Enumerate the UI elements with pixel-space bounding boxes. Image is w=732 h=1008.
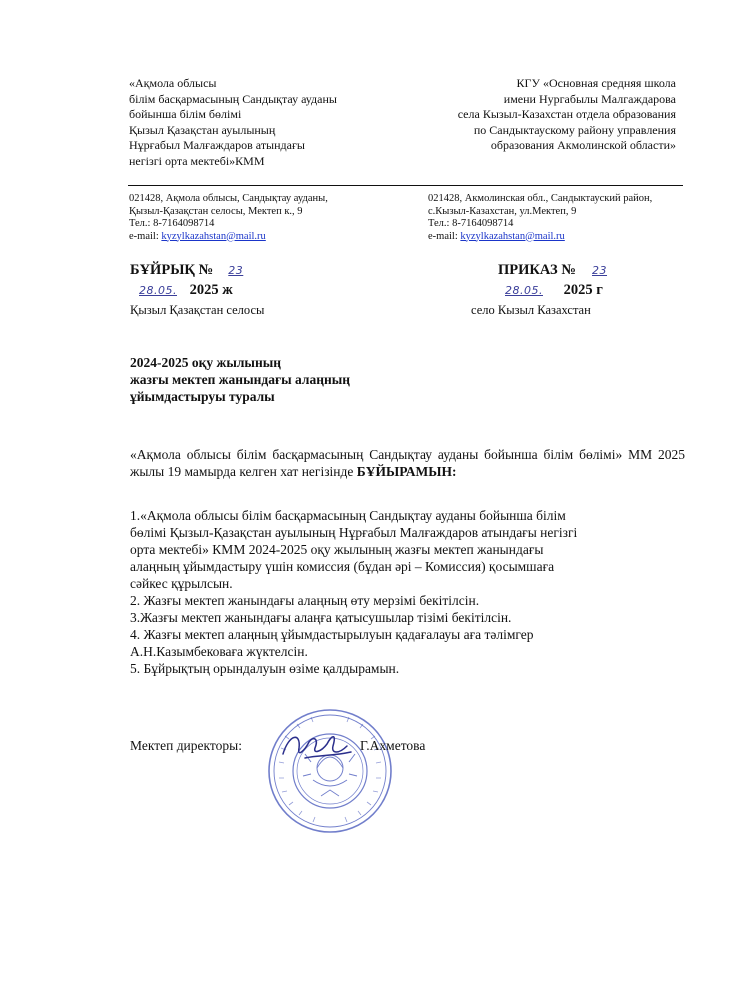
order-ru-year: 2025 г: [563, 282, 603, 298]
order-kz-date-hand: 28.05.: [139, 284, 177, 297]
address-line: Қызыл-Қазақстан селосы, Мектеп к., 9: [129, 205, 303, 217]
email-line: [428, 231, 652, 244]
contacts-russian: [428, 193, 652, 243]
order-ru-place: село Кызыл Казахстан: [471, 303, 591, 317]
header-right-line: имени Нургабылы Малгаждарова: [503, 91, 676, 106]
email-line: [129, 231, 328, 244]
order-kz-label: БҰЙРЫҚ №: [130, 262, 214, 278]
item-line: А.Н.Казымбековаға жүктелсін.: [130, 644, 308, 659]
contacts-kazakh: [129, 193, 328, 243]
item-line: орта мектебі» КММ 2024-2025 оқу жылының жазғы мектеп жанындағы: [130, 542, 544, 557]
item-line: бөлімі Қызыл-Қазақстан ауылының Нұрғабыл Малғаждаров атындағы негізгі: [130, 525, 578, 540]
header-divider: [128, 185, 683, 186]
header-left-line: білім басқармасының Сандықтау ауданы: [129, 91, 337, 106]
intro-paragraph: [130, 446, 685, 480]
title-line: 2024-2025 оқу жылының: [130, 355, 282, 370]
header-right-line: КГУ «Основная средняя школа: [516, 76, 676, 90]
order-kz-date: [130, 282, 233, 299]
order-ru-date: [488, 282, 603, 299]
order-kz-place: Қызыл Қазақстан селосы: [130, 303, 265, 317]
address-line: с.Кызыл-Казахстан, ул.Мектеп, 9: [428, 205, 577, 217]
header-kazakh: [129, 76, 337, 169]
email-link[interactable]: kyzylkazahstan@mail.ru: [460, 230, 565, 242]
header-russian: [458, 76, 676, 154]
header-left-line: «Ақмола облысы: [129, 76, 217, 90]
signature-name: Г.Ахметова: [360, 738, 426, 753]
phone-line: Тел.: 8-7164098714: [129, 218, 215, 229]
address-line: 021428, Ақмола облысы, Сандықтау ауданы,: [129, 193, 328, 204]
order-kz-heading: [130, 262, 255, 279]
signature-block: [130, 738, 242, 754]
order-ru-heading: [498, 262, 620, 279]
title-line: жазғы мектеп жанындағы алаңның: [130, 372, 351, 387]
order-ru-date-hand: 28.05.: [505, 284, 543, 297]
header-right-line: села Кызыл-Казахстан отдела образования: [457, 107, 676, 121]
header-left-line: Нұрғабыл Малғаждаров атындағы: [129, 138, 305, 152]
address-line: 021428, Акмолинская обл., Сандыктауский район,: [428, 193, 653, 204]
order-kz-number: 23: [228, 264, 244, 277]
phone-line: Тел.: 8-7164098714: [428, 218, 514, 229]
header-left-line: бойынша білім бөлімі: [129, 107, 242, 121]
order-ru-label: ПРИКАЗ №: [498, 262, 576, 278]
item-line: сәйкес құрылсын.: [130, 576, 233, 591]
email-label: e-mail:: [129, 230, 162, 242]
item-line: 4. Жазғы мектеп алаңның ұйымдастырылуын қадағалауы аға тәлімгер: [130, 627, 534, 642]
header-right-line: по Сандыктаускому району управления: [473, 122, 676, 137]
order-ru-number: 23: [592, 264, 608, 277]
item-line: алаңның ұйымдастыру үшін комиссия (бұдан әрі – Комиссия) қосымшаға: [130, 559, 555, 574]
intro-emphasis: БҰЙЫРАМЫН:: [356, 464, 457, 479]
intro-text: «Ақмола облысы білім басқармасының Сандықтау ауданы бойынша білім бөлімі» ММ 2025 жылы 19 мамырда келген хат негізінде: [130, 447, 685, 479]
header-left-line: Қызыл Қазақстан ауылының: [129, 122, 276, 137]
item-line: 1.«Ақмола облысы білім басқармасының Сандықтау ауданы бойынша білім: [130, 508, 566, 523]
item-line: 2. Жазғы мектеп жанындағы алаңның өту мерзімі бекітілсін.: [130, 593, 480, 608]
item-line: 5. Бұйрықтың орындалуын өзіме қалдырамын.: [130, 661, 400, 676]
title-line: ұйымдастыруы туралы: [130, 389, 275, 404]
header-right-line: образования Акмолинской области»: [490, 138, 676, 152]
order-kz-year: 2025 ж: [189, 282, 233, 298]
signature-role: Мектеп директоры:: [130, 738, 242, 753]
document-title: [130, 354, 350, 405]
item-line: 3.Жазғы мектеп жанындағы алаңға қатысушылар тізімі бекітілсін.: [130, 610, 512, 625]
email-label: e-mail:: [428, 230, 461, 242]
signature-scribble-icon: [275, 722, 365, 772]
order-items: [130, 507, 685, 677]
email-link[interactable]: kyzylkazahstan@mail.ru: [161, 230, 266, 242]
header-left-line: негізгі орта мектебі»КММ: [129, 153, 265, 168]
